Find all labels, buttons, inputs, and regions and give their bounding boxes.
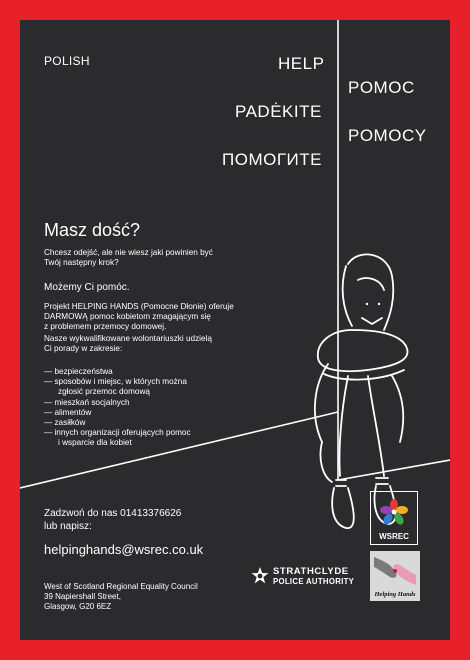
police-logo-line2: POLICE AUTHORITY — [273, 577, 355, 586]
list-item: — innych organizacji oferujących pomoc — [44, 428, 191, 438]
call-to-action — [44, 507, 181, 533]
list-item: — bezpieczeństwa — [44, 367, 113, 376]
help-word-english: HELP — [278, 54, 325, 73]
wsrec-logo — [370, 491, 418, 545]
helping-hands-logo — [370, 551, 420, 601]
police-logo-line1: STRATHCLYDE — [273, 566, 349, 577]
police-authority-logo — [251, 566, 363, 588]
language-label: POLISH — [44, 54, 90, 68]
poster — [20, 20, 450, 640]
address-block — [44, 582, 198, 612]
volunteers-paragraph — [44, 334, 212, 354]
help-word-lithuanian: PADĖKITE — [235, 102, 322, 121]
help-word-russian: ПОМОГИТЕ — [222, 150, 322, 169]
advice-list — [44, 367, 191, 449]
intro-line: Twój następny krok? — [44, 258, 119, 268]
email-link[interactable]: helpinghands@wsrec.co.uk — [44, 542, 204, 557]
list-item: — mieszkań socjalnych — [44, 397, 130, 407]
helping-hands-label: Helping Hands — [374, 591, 416, 598]
wsrec-label: WSREC — [379, 532, 409, 541]
list-item: — zasiłków — [44, 418, 86, 428]
wsrec-flower-icon — [371, 496, 417, 530]
phone-line: Zadzwoń do nas 01413376626 — [44, 508, 182, 519]
help-word-polish: POMOC — [348, 78, 415, 97]
project-line: Projekt HELPING HANDS (Pomocne Dłonie) oferuje — [44, 302, 234, 311]
list-item: — alimentów — [44, 407, 92, 417]
project-line: DARMOWĄ pomoc kobietom zmagającym się — [44, 312, 211, 322]
volunteers-line: Nasze wykwalifikowane wolontariuszki udzielą — [44, 334, 212, 343]
police-star-icon — [251, 567, 269, 587]
address-line: Glasgow, G20 6EZ — [44, 602, 112, 611]
project-line: z problemem przemocy domowej. — [44, 322, 167, 332]
write-line: lub napisz: — [44, 521, 92, 532]
hands-icon — [370, 551, 420, 591]
headline: Masz dość? — [44, 220, 141, 240]
list-item: — sposobów i miejsc, w których można — [44, 377, 187, 387]
list-item: zgłosić przemoc domową — [58, 387, 150, 397]
list-item: i wsparcie dla kobiet — [58, 438, 132, 448]
address-line: 39 Napiershall Street, — [44, 592, 121, 601]
address-line: West of Scotland Regional Equality Council — [44, 582, 198, 591]
intro-line: Chcesz odejść, ale nie wiesz jaki powinien być — [44, 248, 213, 257]
help-statement: Możemy Ci pomóc. — [44, 282, 130, 293]
intro-paragraph — [44, 248, 213, 268]
project-paragraph — [44, 302, 234, 333]
help-word-polish-genitive: POMOCY — [348, 126, 427, 145]
volunteers-line: Ci porady w zakresie: — [44, 344, 123, 354]
